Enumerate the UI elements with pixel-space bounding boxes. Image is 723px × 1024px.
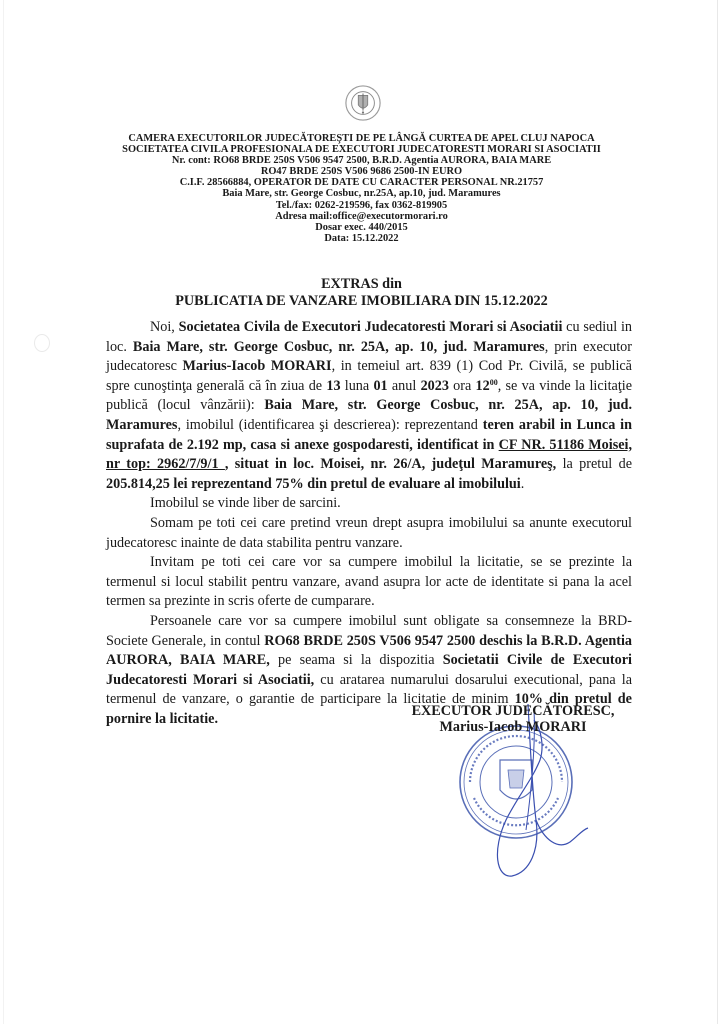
text: cu sediul in loc. (106, 319, 632, 355)
signature-title: EXECUTOR JUDECĂTORESC, (411, 703, 615, 719)
text: ora (448, 377, 476, 394)
signature-block (398, 703, 628, 735)
scan-edge-left (3, 0, 4, 1024)
auction-minutes: 00 (489, 377, 498, 387)
scan-edge-right (717, 0, 718, 1024)
text: , imobilul (identificarea şi descrierea): reprezentand (177, 416, 483, 433)
paragraph-invitation: Invitam pe toti cei care vor sa cumpere imobilul la licitatie, se se prezinte la termenul si locul stabilit pentru vanzare, avand asupra lor acte de identitate si pana la acel termen sa prezinte in scris oferte de cumparare. (106, 554, 632, 610)
bank-account: RO68 BRDE 250S V506 9547 2500 deschis la B.R.D. Agentia AURORA, BAIA MARE, (106, 632, 633, 669)
header-file-number: Dosar exec. 440/2015 (315, 221, 408, 233)
auction-day: 13 (326, 377, 341, 394)
signature-name: Marius-Iacob MORARI (439, 719, 587, 735)
header-account-eur: RO47 BRDE 250S V506 9686 2500-IN EURO (260, 166, 463, 178)
punch-hole-mark (34, 334, 50, 352)
header-cif: C.I.F. 28566884, OPERATOR DE DATE CU CARACTER PERSONAL NR.21757 (179, 177, 544, 189)
header-address: Baia Mare, str. George Cosbuc, nr.25A, ap.10, jud. Maramures (222, 188, 501, 200)
header-company: SOCIETATEA CIVILA PROFESIONALA DE EXECUTORI JUDECATORESTI MORARI SI ASOCIATII (122, 144, 601, 156)
header-date: Data: 15.12.2022 (324, 232, 399, 244)
paragraph-claims-notice: Somam pe toti cei care pretind vreun drept asupra imobilului sa anunte executorul judecatoresc inainte de data stabilita pentru vanzare. (106, 514, 632, 551)
beneficiary: Societatii Civile de Executori Judecatoresti Morari si Asociatii, (106, 652, 632, 688)
executor-name: Marius-Iacob MORARI (182, 358, 332, 375)
property-price: 205.814,25 lei reprezentand 75% din pretul de evaluare al imobilului (106, 475, 521, 492)
title-line-2: PUBLICATIA DE VANZARE IMOBILIARA DIN 15.12.2022 (175, 293, 548, 309)
letterhead (80, 133, 643, 244)
land-registry-reference: CF NR. 51186 Moisei, nr top: 2962/7/9/1 (106, 436, 633, 473)
text: anul (387, 377, 421, 394)
auction-year: 2023 (420, 377, 449, 394)
guarantee-amount: 10% din pretul de pornire la licitatie. (106, 691, 632, 727)
auction-month: 01 (373, 377, 388, 394)
auction-hour: 12 (475, 377, 490, 394)
text: , in temeiul art. 839 (1) Cod Pr. Civilă, se publică spre cunoştinţa generală că în ziua de (106, 358, 632, 394)
title-line-1: EXTRAS din (321, 276, 402, 292)
text: . (520, 475, 525, 492)
header-email: Adresa mail:office@executormorari.ro (275, 210, 448, 222)
text: pe seama si la dispozitia (269, 652, 443, 669)
text: Persoanele care vor sa cumpere imobilul sunt obligate sa consemneze la BRD-Societe Generale, in contul (106, 612, 632, 649)
header-chamber: CAMERA EXECUTORILOR JUDECĂTOREŞTI DE PE LÂNGĂ CURTEA DE APEL CLUJ NAPOCA (128, 133, 595, 144)
emblem-logo-icon (344, 84, 382, 122)
property-description: teren arabil in Lunca in suprafata de 2.192 mp, casa si anexe gospodaresti, identificat in (106, 416, 633, 453)
text: luna (340, 377, 374, 394)
text: , se va vinde la licitaţie publică (locul vânzării): (106, 377, 632, 414)
company-address: Baia Mare, str. George Cosbuc, nr. 25A, ap. 10, jud. Maramures (132, 338, 545, 355)
text: la pretul de (556, 456, 632, 473)
auction-location: Baia Mare, str. George Cosbuc, nr. 25A, ap. 10, jud. Maramures (106, 397, 632, 433)
paragraph-announcement (106, 318, 632, 494)
text: Noi, (150, 319, 179, 335)
document-title (80, 276, 643, 310)
property-location: , situat in loc. Moisei, nr. 26/A, judeţul Maramureş, (224, 456, 557, 473)
header-account-ron: Nr. cont: RO68 BRDE 250S V506 9547 2500, B.R.D. Agentia AURORA, BAIA MARE (171, 155, 552, 167)
document-body (106, 318, 632, 729)
header-phone: Tel./fax: 0262-219596, fax 0362-819905 (275, 199, 448, 211)
paragraph-encumbrances: Imobilul se vinde liber de sarcini. (150, 495, 341, 512)
text: , prin executor judecatoresc (106, 338, 632, 375)
text: cu aratarea numarului dosarului executional, pana la termenul de vanzare, o garantie de participare la licitatie de minim (106, 671, 632, 708)
auction-time (476, 378, 498, 394)
company-name: Societatea Civila de Executori Judecatoresti Morari si Asociatii (178, 319, 563, 335)
